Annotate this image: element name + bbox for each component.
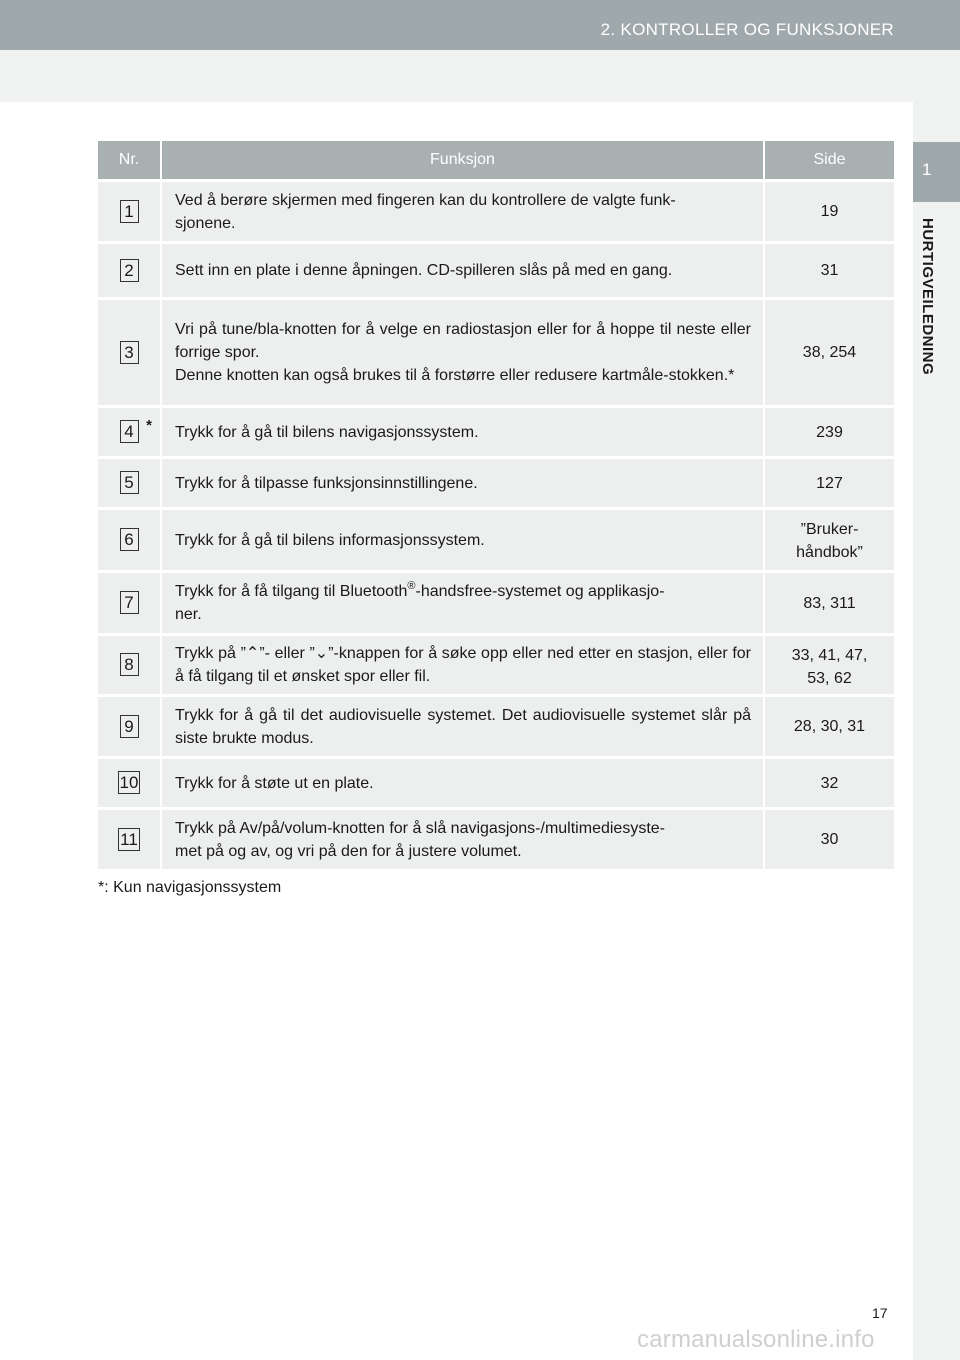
table-row: [98, 241, 894, 297]
callout-number-icon: 1: [120, 200, 139, 223]
table-body: [98, 179, 894, 869]
table-row: [98, 179, 894, 241]
function-description: Sett inn en plate i denne åpningen. CD-spilleren slås på med en gang.: [162, 241, 765, 297]
chapter-number: 1: [922, 160, 932, 179]
callout-number-icon: 11: [120, 829, 138, 849]
table-row: [98, 633, 894, 694]
row-number-cell: [98, 297, 162, 405]
asterisk-marker: *: [146, 417, 152, 434]
row-number-cell: [98, 570, 162, 633]
row-number-cell: [98, 694, 162, 756]
table-row: [98, 756, 894, 807]
callout-number-icon: 5: [120, 471, 139, 494]
callout-number-icon: 7: [120, 591, 139, 614]
row-number-cell: [98, 179, 162, 241]
callout-number-icon: 3: [120, 341, 139, 364]
callout-number-icon: 9: [120, 715, 139, 738]
page-reference: 28, 30, 31: [765, 694, 894, 756]
callout-number-icon: 8: [120, 653, 139, 676]
table-row: [98, 456, 894, 507]
function-description: Trykk for å støte ut en plate.: [162, 756, 765, 807]
watermark: carmanualsonline.info: [637, 1326, 875, 1353]
page-reference: 30: [765, 807, 894, 869]
table-row: [98, 405, 894, 456]
table-row: [98, 807, 894, 869]
function-description: Trykk for å gå til det audiovisuelle systemet. Det audiovisuelle systemet slår på siste brukte modus.: [162, 694, 765, 756]
function-description: Trykk for å tilpasse funksjonsinnstillingene.: [162, 456, 765, 507]
chapter-tab[interactable]: [913, 142, 960, 202]
table-row: [98, 507, 894, 570]
callout-number-icon: 6: [120, 528, 139, 551]
header-page: Side: [765, 141, 894, 179]
page-reference: 33, 41, 47, 53, 62: [765, 633, 894, 694]
function-description: Trykk på ”⌃”- eller ”⌄”-knappen for å søke opp eller ned etter en stasjon, eller for å få tilgang til et ønsket spor eller fil.: [162, 633, 765, 694]
page-reference: 38, 254: [765, 297, 894, 405]
row-number-cell: [98, 807, 162, 869]
header-function: Funksjon: [162, 141, 765, 179]
function-description: Trykk for å gå til bilens informasjonssystem.: [162, 507, 765, 570]
page-reference: 127: [765, 456, 894, 507]
row-number-cell: [98, 756, 162, 807]
page-reference: ”Bruker- håndbok”: [765, 507, 894, 570]
page-reference: 31: [765, 241, 894, 297]
table-row: [98, 694, 894, 756]
page-reference: 83, 311: [765, 570, 894, 633]
function-description: Trykk på Av/på/volum-knotten for å slå navigasjons-/multimediesyste- met på og av, og vri på den for å justere volumet.: [162, 807, 765, 869]
callout-number-icon: 4: [120, 420, 139, 443]
footnote: *: Kun navigasjonssystem: [98, 879, 282, 896]
function-description: Ved å berøre skjermen med fingeren kan du kontrollere de valgte funk- sjonene.: [162, 179, 765, 241]
function-table: [98, 141, 894, 869]
row-number-cell: [98, 633, 162, 694]
row-number-cell: [98, 456, 162, 507]
page-reference: 32: [765, 756, 894, 807]
page-number: 17: [872, 1305, 888, 1321]
page-frame-top: [0, 50, 960, 102]
table-header-row: [98, 141, 894, 179]
row-number-cell: [98, 507, 162, 570]
function-description: Trykk for å få tilgang til Bluetooth®-handsfree-systemet og applikasjo- ner.: [162, 570, 765, 633]
row-number-cell: [98, 241, 162, 297]
function-description: Trykk for å gå til bilens navigasjonssystem.: [162, 405, 765, 456]
table-row: [98, 570, 894, 633]
page-reference: 19: [765, 179, 894, 241]
table-row: [98, 297, 894, 405]
row-number-cell: [98, 405, 162, 456]
header-nr: Nr.: [98, 141, 162, 179]
page-reference: 239: [765, 405, 894, 456]
section-label: HURTIGVEILEDNING: [919, 218, 936, 376]
chapter-heading: 2. KONTROLLER OG FUNKSJONER: [600, 20, 894, 39]
callout-number-icon: 10: [119, 773, 139, 792]
function-description: Vri på tune/bla-knotten for å velge en radiostasjon eller for å hoppe til neste eller forrige spor. Denne knotten kan også brukes til å forstørre eller redusere kartmåle-stokken.*: [162, 297, 765, 405]
callout-number-icon: 2: [120, 259, 139, 282]
